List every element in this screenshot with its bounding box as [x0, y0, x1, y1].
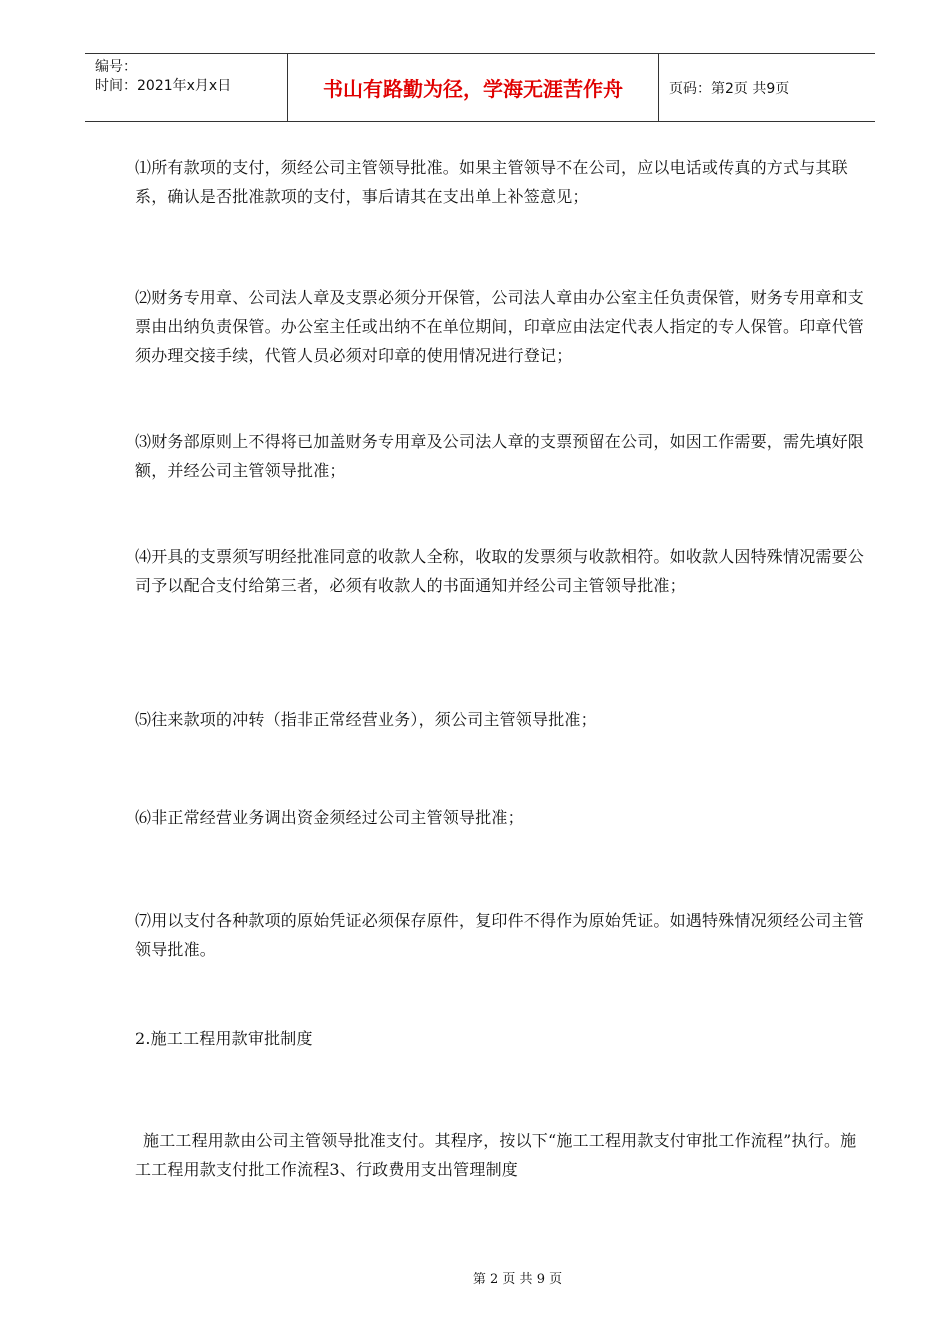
paragraph-5: ⑸往来款项的冲转（指非正常经营业务），须公司主管领导批准； — [135, 710, 597, 729]
paragraph-3: ⑶财务部原则上不得将已加盖财务专用章及公司法人章的支票预留在公司，如因工作需要，需先填好限额，并经公司主管领导批准； — [135, 432, 865, 480]
paragraph-1: ⑴所有款项的支付，须经公司主管领导批准。如果主管领导不在公司，应以电话或传真的方式与其联系，确认是否批准款项的支付，事后请其在支出单上补签意见； — [135, 158, 848, 206]
paragraph-9: 施工工程用款由公司主管领导批准支付。其程序，按以下“施工工程用款支付审批工作流程”执行。施工工程用款支付批工作流程3、行政费用支出管理制度 — [135, 1131, 857, 1179]
paragraph-2: ⑵财务专用章、公司法人章及支票必须分开保管，公司法人章由办公室主任负责保管，财务专用章和支票由出纳负责保管。办公室主任或出纳不在单位期间，印章应由法定代表人指定的专人保管。印章代管须办理交接手续，代管人员必须对印章的使用情况进行登记； — [135, 288, 865, 365]
page-header — [85, 53, 875, 122]
paragraph-4: ⑷开具的支票须写明经批准同意的收款人全称，收取的发票须与收款相符。如收款人因特殊情况需要公司予以配合支付给第三者，必须有收款人的书面通知并经公司主管领导批准； — [135, 547, 865, 595]
header-page-info: 页码：第2页 共9页 — [669, 80, 790, 97]
header-motto: 书山有路勤为径，学海无涯苦作舟 — [287, 54, 659, 121]
section-heading: 2.施工工程用款审批制度 — [135, 1029, 313, 1048]
header-meta — [85, 54, 287, 121]
page-footer: 第 2 页 共 9 页 — [472, 1272, 563, 1287]
time-label: 时间：2021年x月x日 — [95, 78, 232, 94]
number-label: 编号： — [95, 59, 137, 75]
paragraph-7: ⑺用以支付各种款项的原始凭证必须保存原件，复印件不得作为原始凭证。如遇特殊情况须经公司主管领导批准。 — [135, 911, 865, 959]
paragraph-6: ⑹非正常经营业务调出资金须经过公司主管领导批准； — [135, 808, 524, 827]
